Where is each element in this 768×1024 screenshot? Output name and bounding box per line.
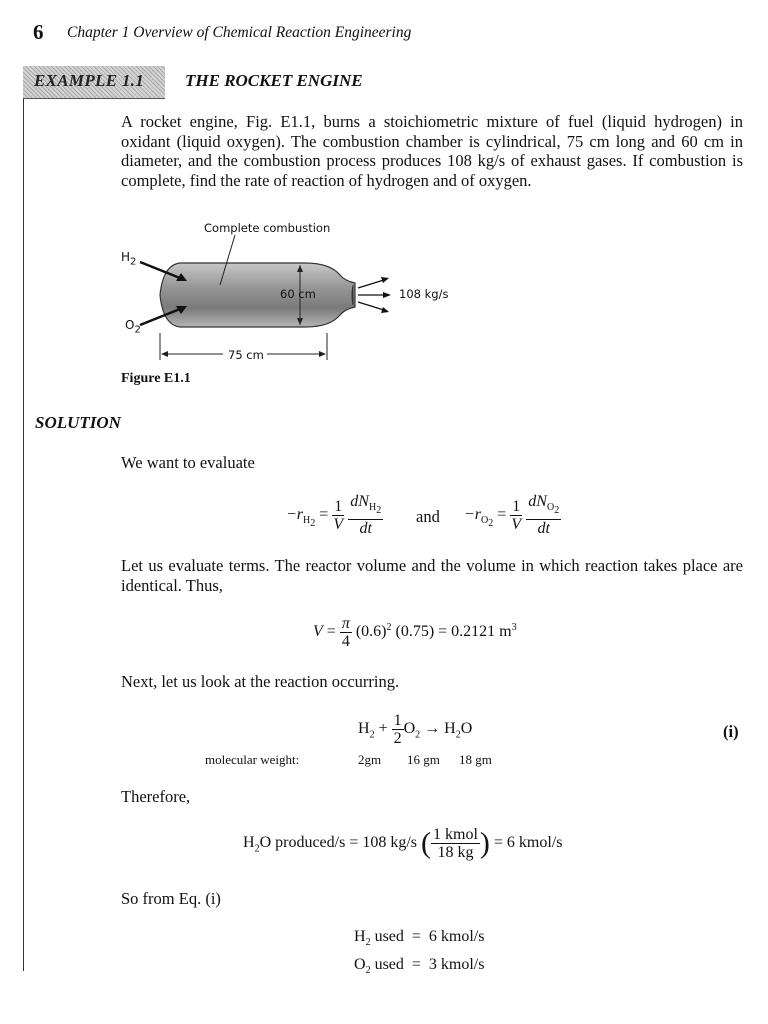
- label-h2: $H_2$: [121, 250, 137, 268]
- label-complete-combustion: Complete combustion: [204, 221, 331, 235]
- example-label: EXAMPLE 1.1: [34, 71, 145, 90]
- eq-and: and: [416, 507, 440, 526]
- o2-used: $O_2$ used = 3 kmol/s: [354, 956, 485, 977]
- mw-label: molecular weight:: [205, 752, 300, 767]
- terms-paragraph: Let us evaluate terms. The reactor volume and the volume in which reaction takes place are identical. Thus,: [121, 556, 743, 595]
- page-number: 6: [33, 20, 44, 44]
- left-margin-rule: [23, 66, 24, 971]
- running-title: Chapter 1 Overview of Chemical Reaction Engineering: [67, 24, 412, 41]
- volume-equation: V = $\frac{\pi}{4}$ $(0.6)^2$ (0.75) = 0.2121 $m^3$: [313, 615, 517, 650]
- nozzle: [352, 285, 353, 305]
- label-length: 75 cm: [228, 348, 264, 362]
- therefore-text: Therefore,: [121, 787, 191, 806]
- reaction-equation: $H_2$ + $\frac{1}{2}$ $O_2 \to H_2O$: [358, 712, 473, 747]
- solution-intro: We want to evaluate: [121, 453, 255, 472]
- example-title: THE ROCKET ENGINE: [185, 71, 363, 90]
- rate-equation-o2: $-r_{O_2}$ = $\frac{1}{V}$ $\frac{dN_{O_2}}{dt}$: [464, 493, 560, 538]
- h2o-produced-equation: $H_2O$ produced/s = 108 kg/s ( $\frac{\text{1 kmol}}{18 kg}$ ) = 6 kmol/s: [243, 826, 563, 861]
- figure-caption: Figure E1.1: [121, 371, 191, 386]
- rate-equation-h2: $-r_{H_2}$ = $\frac{1}{V}$ $\frac{dN_{H_2}}{dt}$: [286, 493, 382, 538]
- problem-statement: A rocket engine, Fig. E1.1, burns a stoichiometric mixture of fuel (liquid hydrogen) in oxidant (liquid oxygen). The combustion chamber is cylindrical, 75 cm long and 60 cm in diameter, and the combustion process produces 108 kg/s of exhaust gases. If combustion is complete, find the rate of reaction of hydrogen and of oxygen.: [121, 112, 743, 190]
- mw-h2: 2gm: [358, 752, 382, 767]
- mw-h2o: 18 gm: [459, 752, 492, 767]
- combustion-chamber: [160, 263, 355, 327]
- so-from-text: So from Eq. (i): [121, 889, 221, 908]
- next-paragraph: Next, let us look at the reaction occurring.: [121, 672, 400, 691]
- label-exhaust: 108 kg/s: [399, 287, 449, 301]
- mw-o2: 16 gm: [407, 752, 440, 767]
- label-diameter: 60 cm: [280, 287, 316, 301]
- solution-heading: SOLUTION: [35, 413, 121, 432]
- equation-tag: (i): [723, 722, 739, 741]
- label-o2: $O_2$: [125, 318, 141, 336]
- h2-used: $H_2$ used = 6 kmol/s: [354, 928, 485, 949]
